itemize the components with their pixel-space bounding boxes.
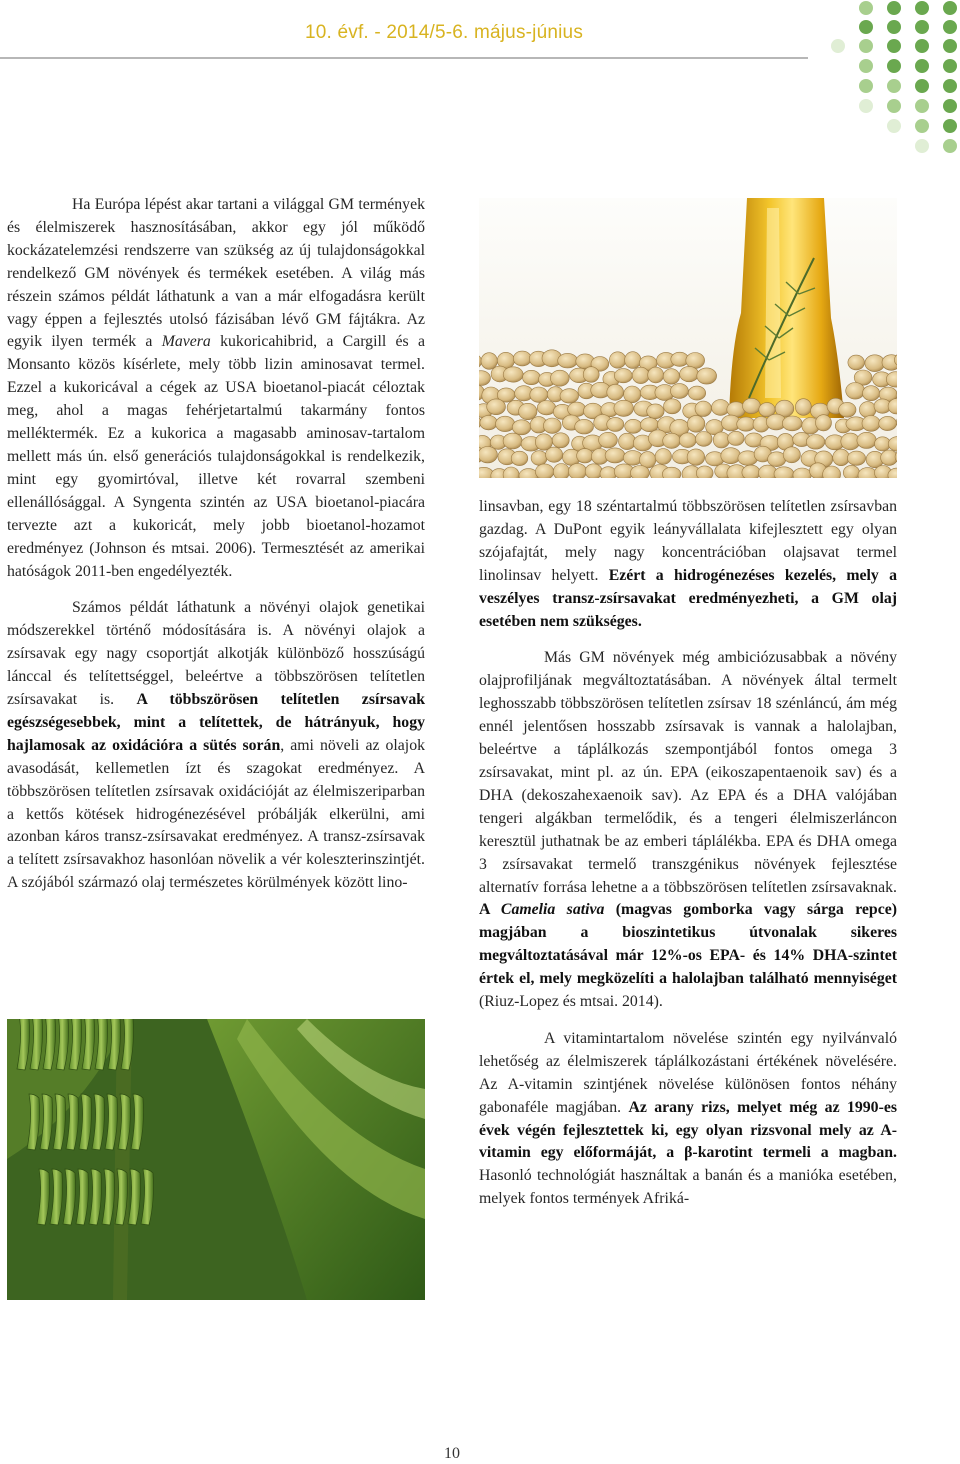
page-number: 10 <box>444 1445 460 1462</box>
paragraph-omega3: Más GM növények még ambiciózusabbak a növény olajprofiljának megváltoztatásában. A növények által termelt leghosszabb többszörösen telítetlen zsírsav 18 szénláncú, ám még ennél jelentősen hosszabb zsírsavak is vannak a halolajban, beleértve a táplálkozás szempontjából fontos omega 3 zsírsavakat, mint pl. az ún. EPA (eikoszapentaenoik sav) és a DHA (dekoszahexaenoik sav). Az EPA és a DHA valójában tengeri algákban termelődik, és a tengeri élelmiszerláncon keresztül juthatnak be az emberi táplálékba. EPA és DHA omega 3 zsírsavakat termelő transzgénikus növények fejlesztése alternatív forrása lehetne a a többszörösen telítetlen zsírsavaknak. A Camelia sativa (magvas gomborka vagy sárga repce) magjában a bioszintetikus útvonalak sikeres megváltoztatásával már 12%-os EPA- és 14% DHA-szintet értek el, mely megközelíti a halolajban található mennyiséget (Riuz-Lopez és mtsai. 2014). <box>479 649 897 1011</box>
bold-hydrogenation: Ezért a hidrogénezéses kezelés, mely a veszélyes transz-zsírsavakat eredményezheti, a GM olaj esetében nem szükséges. <box>479 566 897 630</box>
paragraph-gm-europe: Ha Európa lépést akar tartani a világgal GM termények és élelmiszerek hasznosításában, akkor egy jól működő kockázatelemzési rendszerre van szükség az új tulajdonságokkal rendelkező GM növények és termékek esetében. A világ más részein számos példát láthatunk a van a már elfogadásra került vagy éppen a fejlesztés utolsó fázisában lévő GM fájtákra. Az egyik ilyen termék a Mavera kukoricahibrid, a Cargill és a Monsanto közös kísérlete, mely több lizin aminosavat termel. Ezzel a kukoricával a cégek az USA bioetanol-piacát céloztak meg, ahol a magas fehérjetartalmú takarmány fontos melléktermék. Ez a kukorica a magasabb aminosav-tartalom mellett más ún. első generációs tulajdonságokkal is rendelkezik, mint egy gyomirtóval, illetve két rovarral szembeni ellenállósággal. A Syngenta szintén az USA bioetanol-piacára tervezte azt a kukoricát, mely jobb bioetanol-hozamot eredményez (Johnson és mtsai. 2006). Termesztését az amerikai hatóságok 2011-ben engedélyezték. <box>7 196 425 580</box>
header-rule <box>0 57 808 59</box>
banana-plant-photo <box>7 1019 425 1300</box>
oil-soybean-photo <box>479 198 897 478</box>
bold-fatty-acids: A többszörösen telítetlen zsírsavak egészségesebbek, mint a telítettek, de hátrányuk, hogy hajlamosak az oxidációra a sütés során <box>7 691 425 754</box>
mavera-italic: Mavera <box>161 333 211 351</box>
paragraph-soy-oil: linsavban, egy 18 széntartalmú többszörösen telítetlen zsírsavban gazdag. A DuPont egyik leányvállalata kifejlesztett egy olyan szójafajtát, mely nagy koncentrációban olajsavat termel linolinsav helyett. Ezért a hidrogénezéses kezelés, mely a veszélyes transz-zsírsavakat eredményezheti, a GM olaj esetében nem szükséges. <box>479 498 897 630</box>
bold-camelia: (magvas gomborka vagy sárga repce) magjában a bioszintetikus útvonalak sikeres megváltoztatásával már 12%-os EPA- és 14% DHA-szintet értek el, mely megközelíti a halolajban található mennyiséget <box>479 901 897 988</box>
paragraph-plant-oils: Számos példát láthatunk a növényi olajok genetikai módszerekkel történő módosítására is. A növényi olajok a zsírsavak egy nagy csoportját alkotják különböző hosszúságú lánccal és telítettséggel, beleértve a többszörösen telítetlen zsírsavakat is. A többszörösen telítetlen zsírsavak egészségesebbek, mint a telítettek, de hátrányuk, hogy hajlamosak az oxidációra a sütés során, ami növeli az olajok avasodását, kellemetlen ízt és szagokat eredményez. A többszörösen telítetlen zsírsavak oxidációját az élelmiszeriparban a kettős kötések hidrogénezésével próbálják elkerülni, ami azonban káros transz-zsírsavakat eredményez. A transz-zsírsavak a telített zsírsavakhoz hasonlóan növelik a vér koleszterinszintjét. A szójából származó olaj természetes körülmények között lino- <box>7 599 425 892</box>
bold-golden-rice: Az arany rizs, melyet még az 1990-es évek végén fejlesztettek ki, egy olyan rizsvonal mely az A-vitamin egy előformáját, a β-karotint termeli a magban. <box>479 1098 897 1162</box>
left-text-column <box>7 194 425 895</box>
page-header-title: 10. évf. - 2014/5-6. május-június <box>305 22 584 43</box>
camelia-sativa-italic: Camelia sativa <box>500 901 605 919</box>
right-text-column <box>479 496 897 1211</box>
paragraph-vitamins: A vitamintartalom növelése szintén egy nyilvánvaló lehetőség az élelmiszerek táplálkozástani értékének növelésére. Az A-vitamin szintjének növelése különösen fontos néhány gabonaféle magjában. Az arany rizs, melyet még az 1990-es évek végén fejlesztettek ki, egy olyan rizsvonal mely az A-vitamin egy előformáját, a β-karotint termeli a magban. Hasonló technológiát használtak a banán és a manióka esetében, melyek fontos termények Afriká- <box>479 1029 897 1208</box>
